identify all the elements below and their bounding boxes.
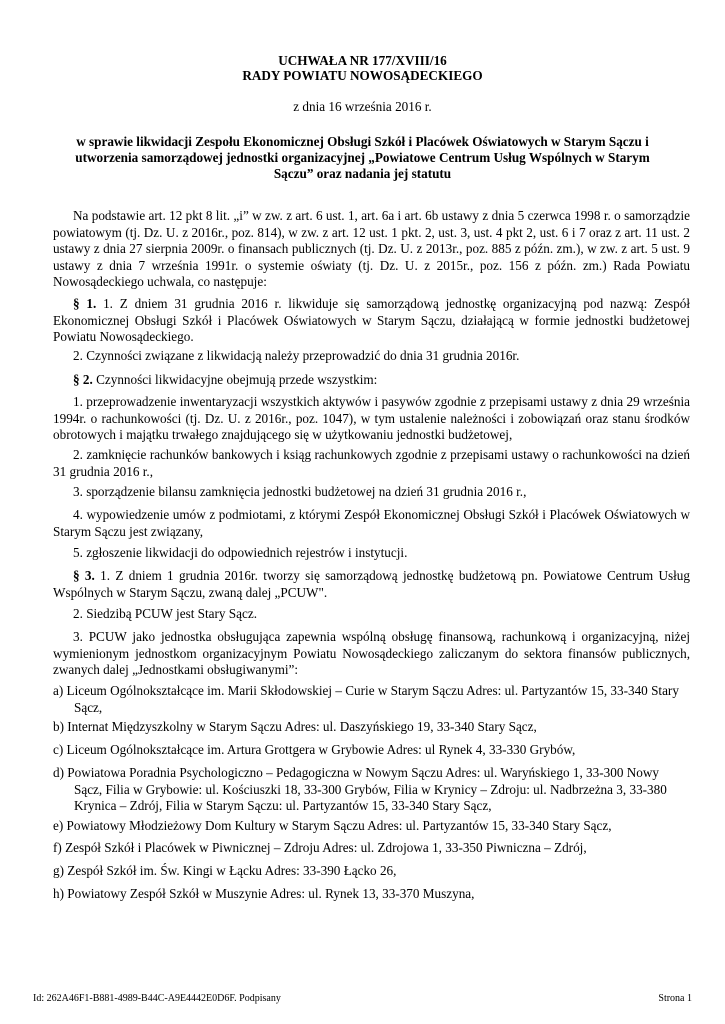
section-3-paragraph-1: § 3. 1. Z dniem 1 grudnia 2016r. tworzy się samorządową jednostkę budżetową pn. Powiatowe Centrum Usług Wspólnych w Starym Sączu, zwaną dalej „PCUW". <box>53 568 690 600</box>
unit-item-h: h) Powiatowy Zespół Szkół w Muszynie Adres: ul. Rynek 13, 33-370 Muszyna, <box>53 886 475 901</box>
section-2-item-1: 1. przeprowadzenie inwentaryzacji wszystkich aktywów i pasywów zgodnie z przepisami ustawy z dnia 29 września 1994r. o rachunkowości (tj. Dz. U. z 2016r., poz. 1047), w tym ustalenie należności i zobowiązań oraz stanu środków obrotowych i majątku trwałego znajdującego się w użytkowaniu jednostki budżetowej, <box>53 394 690 442</box>
council-name: RADY POWIATU NOWOSĄDECKIEGO <box>242 68 483 83</box>
section-3-paragraph-3: 3. PCUW jako jednostka obsługująca zapewnia wspólną obsługę finansową, rachunkową i organizacyjną, niżej wymienionym jednostkom organizacyjnym Powiatu Nowosądeckiego zaliczanym do sektora finansów publicznych, zwanych dalej „Jednostkami obsługiwanymi”: <box>53 629 690 677</box>
section-2-item-5: 5. zgłoszenie likwidacji do odpowiednich rejestrów i instytucji. <box>73 545 408 560</box>
subject-line-3: Sączu” oraz nadania jej statutu <box>273 166 452 181</box>
document-id: Id: 262A46F1-B881-4989-B44C-A9E4442E0D6F. Podpisany <box>33 993 281 1004</box>
section-1-paragraph-1: § 1. 1. Z dniem 31 grudnia 2016 r. likwiduje się samorządową jednostkę organizacyjną pod nazwą: Zespół Ekonomicznej Obsługi Szkół i Placówek Oświatowych w Starym Sączu, działającą w formie jednostki budżetowej Powiatu Nowosądeckiego. <box>53 296 691 344</box>
section-1-paragraph-2: 2. Czynności związane z likwidacją należy przeprowadzić do dnia 31 grudnia 2016r. <box>73 348 520 363</box>
subject-line-2: utworzenia samorządowej jednostki organizacyjnej „Powiatowe Centrum Usług Wspólnych w Starym <box>75 150 650 165</box>
section-1-mark: § 1. <box>73 296 97 311</box>
preamble: Na podstawie art. 12 pkt 8 lit. „i” w zw. z art. 6 ust. 1, art. 6a i art. 6b ustawy z dnia 5 czerwca 1998 r. o samorządzie powiatowym (tj. Dz. U. z 2016r., poz. 814), w zw. z art. 12 ust. 1 pkt. 2, ust. 3, ust. 4 pkt 2, ust. 6 i 7 oraz z art. 11 ust. 2 ustawy z dnia 27 sierpnia 2009r. o finansach publicznych (tj. Dz. U. z 2013r., poz. 885 z późn. zm.), w zw. z art. 5 ust. 9 ustawy z dnia 7 września 1991r. o systemie oświaty (tj. Dz. U. z 2015r., poz. 156 z późn. zm.) Rada Powiatu Nowosądeckiego uchwala, co następuje: <box>53 208 690 289</box>
page-number: Strona 1 <box>658 993 692 1004</box>
unit-item-a: a) Liceum Ogólnokształcące im. Marii Skłodowskiej – Curie w Starym Sączu Adres: ul. Partyzantów 15, 33-340 Stary Sącz, <box>53 683 679 715</box>
unit-item-g: g) Zespół Szkół im. Św. Kingi w Łącku Adres: 33-390 Łącko 26, <box>53 863 397 878</box>
section-3-paragraph-2: 2. Siedzibą PCUW jest Stary Sącz. <box>73 606 257 621</box>
unit-item-b: b) Internat Międzyszkolny w Starym Sączu Adres: ul. Daszyńskiego 19, 33-340 Stary Sącz, <box>53 719 537 734</box>
section-2-item-2: 2. zamknięcie rachunków bankowych i ksiąg rachunkowych zgodnie z przepisami ustawy o rachunkowości na dzień 31 grudnia 2016 r., <box>53 447 690 479</box>
section-2-mark: § 2. <box>73 372 93 387</box>
unit-item-c: c) Liceum Ogólnokształcące im. Artura Grottgera w Grybowie Adres: ul Rynek 4, 33-330 Grybów, <box>53 742 576 757</box>
section-2-item-3: 3. sporządzenie bilansu zamknięcia jednostki budżetowej na dzień 31 grudnia 2016 r., <box>73 484 527 499</box>
section-3-mark: § 3. <box>73 568 95 583</box>
unit-item-d: d) Powiatowa Poradnia Psychologiczno – Pedagogiczna w Nowym Sączu Adres: ul. Waryńskiego 1, 33-300 Nowy Sącz, Filia w Grybowie: ul. Kościuszki 18, 33-300 Grybów, Filia w Krynicy – Zdroju: ul. Nadbrzeżna 3, 33-380 Krynica – Zdrój, Filia w Starym Sączu: ul. Partyzantów 15, 33-340 Stary Sącz, <box>53 765 667 813</box>
resolution-number: UCHWAŁA NR 177/XVIII/16 <box>278 53 447 68</box>
section-2-intro: § 2. Czynności likwidacyjne obejmują przede wszystkim: <box>73 372 378 387</box>
unit-item-e: e) Powiatowy Młodzieżowy Dom Kultury w Starym Sączu Adres: ul. Partyzantów 15, 33-340 Stary Sącz, <box>53 818 612 833</box>
section-2-item-4: 4. wypowiedzenie umów z podmiotami, z którymi Zespół Ekonomicznej Obsługi Szkół i Placówek Oświatowych w Starym Sączu jest związany, <box>53 507 690 539</box>
subject-line-1: w sprawie likwidacji Zespołu Ekonomicznej Obsługi Szkół i Placówek Oświatowych w Starym Sączu i <box>76 134 649 149</box>
unit-item-f: f) Zespół Szkół i Placówek w Piwnicznej – Zdroju Adres: ul. Zdrojowa 1, 33-350 Piwniczna – Zdrój, <box>53 840 587 855</box>
resolution-date: z dnia 16 września 2016 r. <box>293 99 432 114</box>
